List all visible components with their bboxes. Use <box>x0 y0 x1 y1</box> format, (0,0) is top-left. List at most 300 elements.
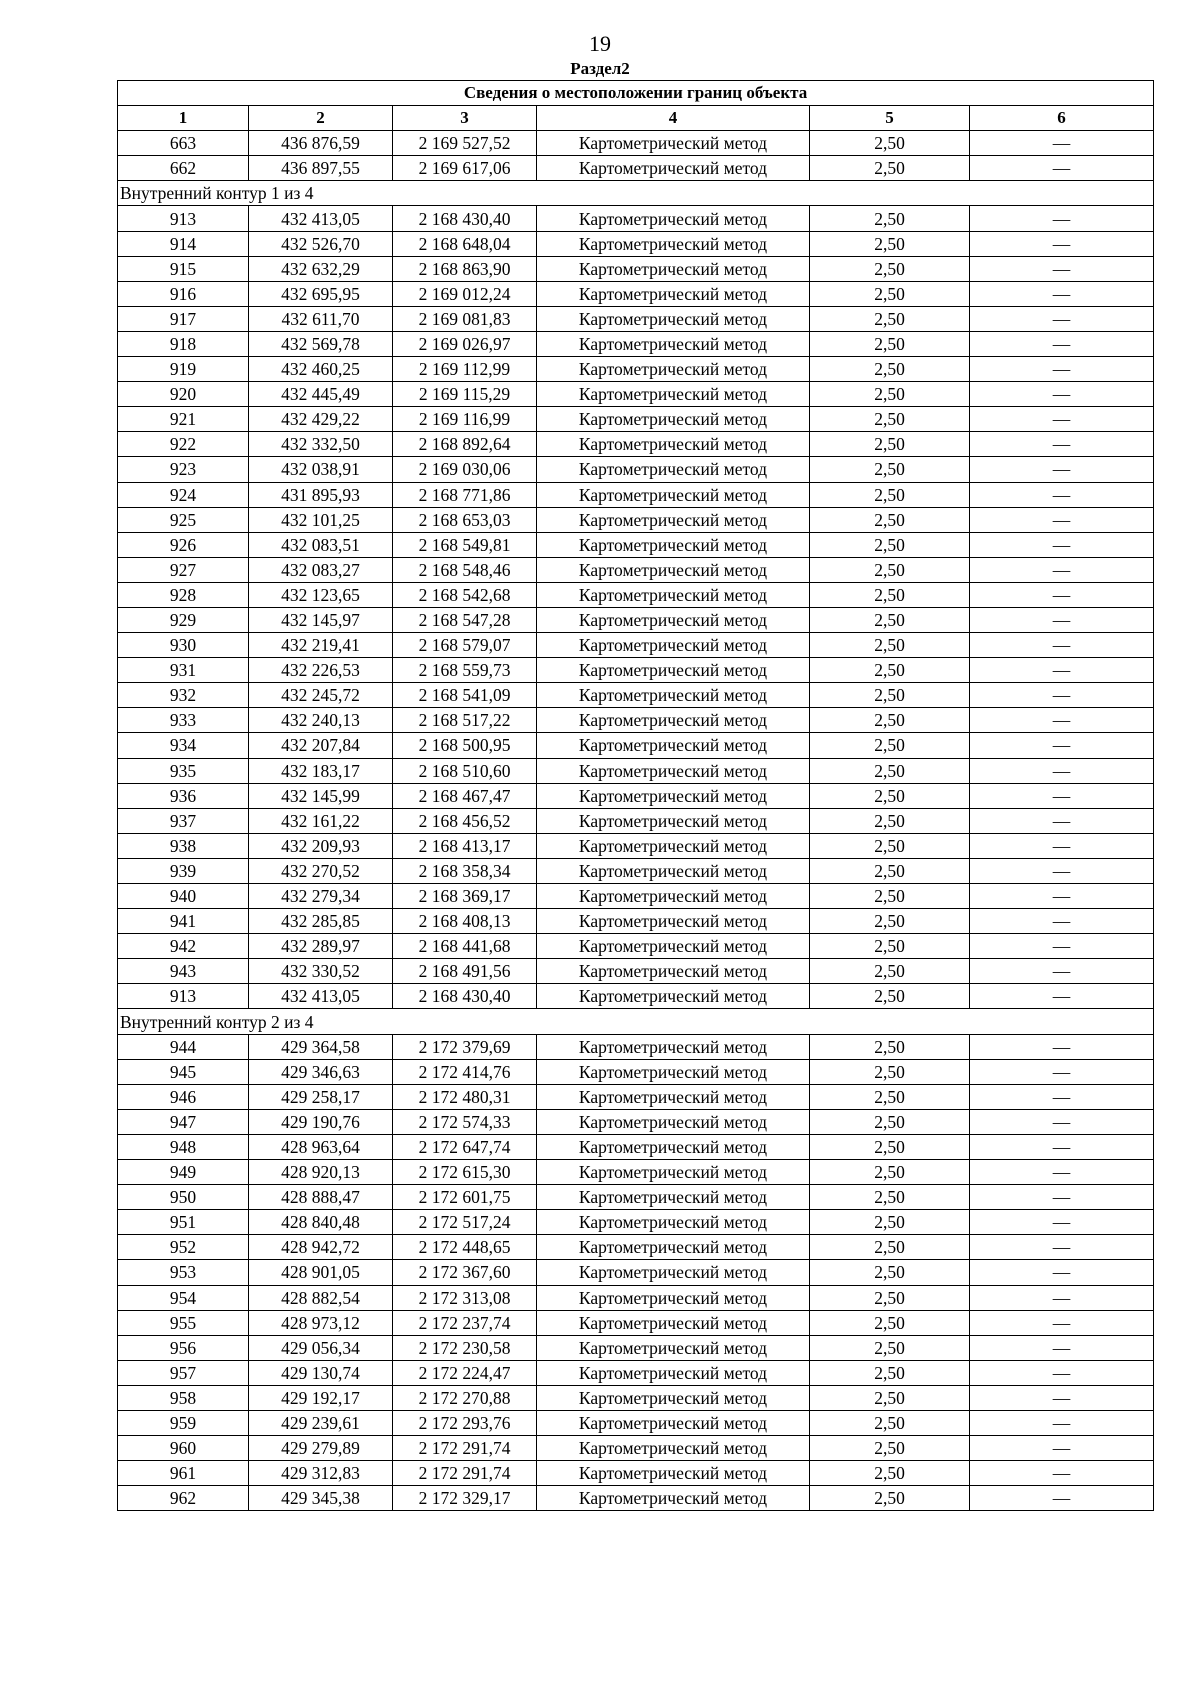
accuracy-cell: 2,50 <box>810 1059 970 1084</box>
accuracy-cell: 2,50 <box>810 858 970 883</box>
accuracy-cell: 2,50 <box>810 984 970 1009</box>
x-coordinate-cell: 432 695,95 <box>249 281 393 306</box>
description-cell: — <box>970 1134 1154 1159</box>
y-coordinate-cell: 2 172 517,24 <box>393 1210 537 1235</box>
accuracy-cell: 2,50 <box>810 206 970 231</box>
description-cell: — <box>970 1109 1154 1134</box>
table-row <box>118 708 1154 733</box>
y-coordinate-cell: 2 172 270,88 <box>393 1385 537 1410</box>
y-coordinate-cell: 2 168 369,17 <box>393 884 537 909</box>
table-row <box>118 833 1154 858</box>
table-caption-row <box>118 81 1154 106</box>
point-number-cell: 921 <box>118 407 249 432</box>
y-coordinate-cell: 2 172 647,74 <box>393 1134 537 1159</box>
table-row <box>118 959 1154 984</box>
accuracy-cell: 2,50 <box>810 909 970 934</box>
method-cell: Картометрический метод <box>537 507 810 532</box>
method-cell: Картометрический метод <box>537 1310 810 1335</box>
method-cell: Картометрический метод <box>537 557 810 582</box>
method-cell: Картометрический метод <box>537 1134 810 1159</box>
accuracy-cell: 2,50 <box>810 1436 970 1461</box>
table-row <box>118 683 1154 708</box>
method-cell: Картометрический метод <box>537 1335 810 1360</box>
method-cell: Картометрический метод <box>537 582 810 607</box>
method-cell: Картометрический метод <box>537 833 810 858</box>
x-coordinate-cell: 432 413,05 <box>249 206 393 231</box>
description-cell: — <box>970 607 1154 632</box>
point-number-cell: 924 <box>118 482 249 507</box>
method-cell: Картометрический метод <box>537 758 810 783</box>
y-coordinate-cell: 2 172 601,75 <box>393 1185 537 1210</box>
y-coordinate-cell: 2 168 500,95 <box>393 733 537 758</box>
x-coordinate-cell: 432 445,49 <box>249 382 393 407</box>
table-row <box>118 858 1154 883</box>
accuracy-cell: 2,50 <box>810 758 970 783</box>
description-cell: — <box>970 909 1154 934</box>
table-row <box>118 256 1154 281</box>
x-coordinate-cell: 432 460,25 <box>249 357 393 382</box>
method-cell: Картометрический метод <box>537 633 810 658</box>
accuracy-cell: 2,50 <box>810 432 970 457</box>
y-coordinate-cell: 2 172 313,08 <box>393 1285 537 1310</box>
method-cell: Картометрический метод <box>537 1486 810 1511</box>
table-row <box>118 1335 1154 1360</box>
contour-row <box>118 1009 1154 1034</box>
y-coordinate-cell: 2 172 615,30 <box>393 1160 537 1185</box>
description-cell: — <box>970 1034 1154 1059</box>
description-cell: — <box>970 532 1154 557</box>
table-row <box>118 156 1154 181</box>
description-cell: — <box>970 156 1154 181</box>
method-cell: Картометрический метод <box>537 482 810 507</box>
x-coordinate-cell: 429 279,89 <box>249 1436 393 1461</box>
point-number-cell: 940 <box>118 884 249 909</box>
description-cell: — <box>970 1059 1154 1084</box>
point-number-cell: 913 <box>118 206 249 231</box>
point-number-cell: 920 <box>118 382 249 407</box>
point-number-cell: 914 <box>118 231 249 256</box>
x-coordinate-cell: 432 413,05 <box>249 984 393 1009</box>
accuracy-cell: 2,50 <box>810 1385 970 1410</box>
description-cell: — <box>970 1160 1154 1185</box>
method-cell: Картометрический метод <box>537 959 810 984</box>
method-cell: Картометрический метод <box>537 708 810 733</box>
y-coordinate-cell: 2 172 291,74 <box>393 1461 537 1486</box>
method-cell: Картометрический метод <box>537 281 810 306</box>
point-number-cell: 943 <box>118 959 249 984</box>
accuracy-cell: 2,50 <box>810 482 970 507</box>
x-coordinate-cell: 432 207,84 <box>249 733 393 758</box>
accuracy-cell: 2,50 <box>810 1260 970 1285</box>
point-number-cell: 663 <box>118 131 249 156</box>
table-row <box>118 1059 1154 1084</box>
section-title: Раздел2 <box>570 59 630 78</box>
point-number-cell: 932 <box>118 683 249 708</box>
accuracy-cell: 2,50 <box>810 1235 970 1260</box>
y-coordinate-cell: 2 168 491,56 <box>393 959 537 984</box>
accuracy-cell: 2,50 <box>810 457 970 482</box>
method-cell: Картометрический метод <box>537 934 810 959</box>
y-coordinate-cell: 2 168 892,64 <box>393 432 537 457</box>
table-row <box>118 658 1154 683</box>
point-number-cell: 958 <box>118 1385 249 1410</box>
accuracy-cell: 2,50 <box>810 708 970 733</box>
point-number-cell: 929 <box>118 607 249 632</box>
point-number-cell: 954 <box>118 1285 249 1310</box>
description-cell: — <box>970 1410 1154 1435</box>
table-row <box>118 557 1154 582</box>
description-cell: — <box>970 382 1154 407</box>
table-row <box>118 758 1154 783</box>
x-coordinate-cell: 429 346,63 <box>249 1059 393 1084</box>
x-coordinate-cell: 432 285,85 <box>249 909 393 934</box>
method-cell: Картометрический метод <box>537 331 810 356</box>
accuracy-cell: 2,50 <box>810 306 970 331</box>
table-row <box>118 1185 1154 1210</box>
column-header: 2 <box>249 106 393 131</box>
table-row <box>118 984 1154 1009</box>
y-coordinate-cell: 2 172 329,17 <box>393 1486 537 1511</box>
method-cell: Картометрический метод <box>537 1034 810 1059</box>
x-coordinate-cell: 436 897,55 <box>249 156 393 181</box>
accuracy-cell: 2,50 <box>810 833 970 858</box>
accuracy-cell: 2,50 <box>810 507 970 532</box>
x-coordinate-cell: 432 279,34 <box>249 884 393 909</box>
method-cell: Картометрический метод <box>537 1285 810 1310</box>
x-coordinate-cell: 432 123,65 <box>249 582 393 607</box>
table-row <box>118 1486 1154 1511</box>
x-coordinate-cell: 429 190,76 <box>249 1109 393 1134</box>
y-coordinate-cell: 2 169 081,83 <box>393 306 537 331</box>
y-coordinate-cell: 2 168 413,17 <box>393 833 537 858</box>
x-coordinate-cell: 428 973,12 <box>249 1310 393 1335</box>
y-coordinate-cell: 2 169 115,29 <box>393 382 537 407</box>
point-number-cell: 926 <box>118 532 249 557</box>
x-coordinate-cell: 428 888,47 <box>249 1185 393 1210</box>
point-number-cell: 956 <box>118 1335 249 1360</box>
point-number-cell: 939 <box>118 858 249 883</box>
table-row <box>118 131 1154 156</box>
description-cell: — <box>970 1285 1154 1310</box>
description-cell: — <box>970 658 1154 683</box>
table-row <box>118 1109 1154 1134</box>
column-header: 3 <box>393 106 537 131</box>
x-coordinate-cell: 428 963,64 <box>249 1134 393 1159</box>
point-number-cell: 919 <box>118 357 249 382</box>
method-cell: Картометрический метод <box>537 607 810 632</box>
table-row <box>118 1160 1154 1185</box>
table-row <box>118 482 1154 507</box>
accuracy-cell: 2,50 <box>810 1109 970 1134</box>
y-coordinate-cell: 2 169 012,24 <box>393 281 537 306</box>
table-row <box>118 633 1154 658</box>
method-cell: Картометрический метод <box>537 432 810 457</box>
point-number-cell: 931 <box>118 658 249 683</box>
description-cell: — <box>970 1185 1154 1210</box>
accuracy-cell: 2,50 <box>810 156 970 181</box>
description-cell: — <box>970 482 1154 507</box>
x-coordinate-cell: 432 332,50 <box>249 432 393 457</box>
table-row <box>118 909 1154 934</box>
y-coordinate-cell: 2 168 559,73 <box>393 658 537 683</box>
table-row <box>118 1360 1154 1385</box>
point-number-cell: 927 <box>118 557 249 582</box>
table-row <box>118 1210 1154 1235</box>
point-number-cell: 942 <box>118 934 249 959</box>
accuracy-cell: 2,50 <box>810 633 970 658</box>
page-number: 19 <box>589 31 611 56</box>
y-coordinate-cell: 2 172 414,76 <box>393 1059 537 1084</box>
description-cell: — <box>970 708 1154 733</box>
x-coordinate-cell: 432 145,97 <box>249 607 393 632</box>
y-coordinate-cell: 2 168 542,68 <box>393 582 537 607</box>
method-cell: Картометрический метод <box>537 532 810 557</box>
y-coordinate-cell: 2 168 863,90 <box>393 256 537 281</box>
table-row <box>118 1436 1154 1461</box>
y-coordinate-cell: 2 172 237,74 <box>393 1310 537 1335</box>
description-cell: — <box>970 808 1154 833</box>
description-cell: — <box>970 507 1154 532</box>
description-cell: — <box>970 1084 1154 1109</box>
method-cell: Картометрический метод <box>537 1461 810 1486</box>
table-row <box>118 884 1154 909</box>
point-number-cell: 959 <box>118 1410 249 1435</box>
table-row <box>118 507 1154 532</box>
column-header: 6 <box>970 106 1154 131</box>
table-row <box>118 457 1154 482</box>
method-cell: Картометрический метод <box>537 357 810 382</box>
accuracy-cell: 2,50 <box>810 934 970 959</box>
contour-label: Внутренний контур 2 из 4 <box>118 1009 1154 1034</box>
x-coordinate-cell: 428 942,72 <box>249 1235 393 1260</box>
accuracy-cell: 2,50 <box>810 331 970 356</box>
method-cell: Картометрический метод <box>537 206 810 231</box>
column-header: 4 <box>537 106 810 131</box>
accuracy-cell: 2,50 <box>810 884 970 909</box>
method-cell: Картометрический метод <box>537 231 810 256</box>
y-coordinate-cell: 2 168 441,68 <box>393 934 537 959</box>
y-coordinate-cell: 2 168 456,52 <box>393 808 537 833</box>
point-number-cell: 928 <box>118 582 249 607</box>
column-header: 5 <box>810 106 970 131</box>
table-row <box>118 1260 1154 1285</box>
y-coordinate-cell: 2 169 527,52 <box>393 131 537 156</box>
x-coordinate-cell: 429 239,61 <box>249 1410 393 1435</box>
accuracy-cell: 2,50 <box>810 231 970 256</box>
description-cell: — <box>970 1260 1154 1285</box>
x-coordinate-cell: 432 219,41 <box>249 633 393 658</box>
x-coordinate-cell: 432 145,99 <box>249 783 393 808</box>
table-caption: Сведения о местоположении границ объекта <box>118 81 1154 106</box>
x-coordinate-cell: 429 312,83 <box>249 1461 393 1486</box>
accuracy-cell: 2,50 <box>810 808 970 833</box>
point-number-cell: 953 <box>118 1260 249 1285</box>
point-number-cell: 944 <box>118 1034 249 1059</box>
method-cell: Картометрический метод <box>537 658 810 683</box>
description-cell: — <box>970 231 1154 256</box>
method-cell: Картометрический метод <box>537 1059 810 1084</box>
point-number-cell: 916 <box>118 281 249 306</box>
accuracy-cell: 2,50 <box>810 407 970 432</box>
description-cell: — <box>970 457 1154 482</box>
accuracy-cell: 2,50 <box>810 1486 970 1511</box>
point-number-cell: 950 <box>118 1185 249 1210</box>
accuracy-cell: 2,50 <box>810 1210 970 1235</box>
description-cell: — <box>970 959 1154 984</box>
point-number-cell: 934 <box>118 733 249 758</box>
y-coordinate-cell: 2 172 230,58 <box>393 1335 537 1360</box>
method-cell: Картометрический метод <box>537 306 810 331</box>
description-cell: — <box>970 833 1154 858</box>
accuracy-cell: 2,50 <box>810 532 970 557</box>
y-coordinate-cell: 2 169 116,99 <box>393 407 537 432</box>
table-row <box>118 607 1154 632</box>
point-number-cell: 948 <box>118 1134 249 1159</box>
x-coordinate-cell: 428 901,05 <box>249 1260 393 1285</box>
method-cell: Картометрический метод <box>537 1109 810 1134</box>
y-coordinate-cell: 2 172 480,31 <box>393 1084 537 1109</box>
accuracy-cell: 2,50 <box>810 959 970 984</box>
accuracy-cell: 2,50 <box>810 1360 970 1385</box>
y-coordinate-cell: 2 172 574,33 <box>393 1109 537 1134</box>
point-number-cell: 960 <box>118 1436 249 1461</box>
accuracy-cell: 2,50 <box>810 1310 970 1335</box>
x-coordinate-cell: 432 240,13 <box>249 708 393 733</box>
x-coordinate-cell: 432 083,27 <box>249 557 393 582</box>
table-row <box>118 432 1154 457</box>
y-coordinate-cell: 2 168 579,07 <box>393 633 537 658</box>
description-cell: — <box>970 281 1154 306</box>
accuracy-cell: 2,50 <box>810 131 970 156</box>
method-cell: Картометрический метод <box>537 1385 810 1410</box>
description-cell: — <box>970 1461 1154 1486</box>
table-row <box>118 382 1154 407</box>
description-cell: — <box>970 1385 1154 1410</box>
x-coordinate-cell: 432 083,51 <box>249 532 393 557</box>
accuracy-cell: 2,50 <box>810 281 970 306</box>
accuracy-cell: 2,50 <box>810 382 970 407</box>
accuracy-cell: 2,50 <box>810 658 970 683</box>
method-cell: Картометрический метод <box>537 984 810 1009</box>
x-coordinate-cell: 429 192,17 <box>249 1385 393 1410</box>
description-cell: — <box>970 206 1154 231</box>
table-row <box>118 1310 1154 1335</box>
point-number-cell: 951 <box>118 1210 249 1235</box>
method-cell: Картометрический метод <box>537 382 810 407</box>
accuracy-cell: 2,50 <box>810 1160 970 1185</box>
y-coordinate-cell: 2 169 030,06 <box>393 457 537 482</box>
x-coordinate-cell: 432 330,52 <box>249 959 393 984</box>
y-coordinate-cell: 2 168 549,81 <box>393 532 537 557</box>
description-cell: — <box>970 357 1154 382</box>
accuracy-cell: 2,50 <box>810 1084 970 1109</box>
method-cell: Картометрический метод <box>537 1160 810 1185</box>
description-cell: — <box>970 1210 1154 1235</box>
x-coordinate-cell: 429 258,17 <box>249 1084 393 1109</box>
y-coordinate-cell: 2 168 358,34 <box>393 858 537 883</box>
table-row <box>118 1285 1154 1310</box>
point-number-cell: 930 <box>118 633 249 658</box>
method-cell: Картометрический метод <box>537 1084 810 1109</box>
point-number-cell: 938 <box>118 833 249 858</box>
column-header: 1 <box>118 106 249 131</box>
accuracy-cell: 2,50 <box>810 607 970 632</box>
point-number-cell: 949 <box>118 1160 249 1185</box>
method-cell: Картометрический метод <box>537 808 810 833</box>
table-row <box>118 532 1154 557</box>
point-number-cell: 913 <box>118 984 249 1009</box>
table-row <box>118 357 1154 382</box>
table-row <box>118 1461 1154 1486</box>
y-coordinate-cell: 2 168 510,60 <box>393 758 537 783</box>
y-coordinate-cell: 2 169 112,99 <box>393 357 537 382</box>
method-cell: Картометрический метод <box>537 1360 810 1385</box>
x-coordinate-cell: 436 876,59 <box>249 131 393 156</box>
point-number-cell: 947 <box>118 1109 249 1134</box>
description-cell: — <box>970 407 1154 432</box>
method-cell: Картометрический метод <box>537 1235 810 1260</box>
description-cell: — <box>970 131 1154 156</box>
y-coordinate-cell: 2 168 517,22 <box>393 708 537 733</box>
accuracy-cell: 2,50 <box>810 557 970 582</box>
point-number-cell: 952 <box>118 1235 249 1260</box>
table-row <box>118 733 1154 758</box>
point-number-cell: 662 <box>118 156 249 181</box>
method-cell: Картометрический метод <box>537 683 810 708</box>
x-coordinate-cell: 432 101,25 <box>249 507 393 532</box>
description-cell: — <box>970 1310 1154 1335</box>
accuracy-cell: 2,50 <box>810 783 970 808</box>
method-cell: Картометрический метод <box>537 457 810 482</box>
y-coordinate-cell: 2 172 224,47 <box>393 1360 537 1385</box>
x-coordinate-cell: 428 840,48 <box>249 1210 393 1235</box>
description-cell: — <box>970 1436 1154 1461</box>
description-cell: — <box>970 256 1154 281</box>
x-coordinate-cell: 429 345,38 <box>249 1486 393 1511</box>
y-coordinate-cell: 2 168 653,03 <box>393 507 537 532</box>
description-cell: — <box>970 306 1154 331</box>
description-cell: — <box>970 758 1154 783</box>
table-row <box>118 206 1154 231</box>
y-coordinate-cell: 2 168 648,04 <box>393 231 537 256</box>
table-row <box>118 231 1154 256</box>
point-number-cell: 961 <box>118 1461 249 1486</box>
y-coordinate-cell: 2 172 293,76 <box>393 1410 537 1435</box>
description-cell: — <box>970 884 1154 909</box>
description-cell: — <box>970 331 1154 356</box>
point-number-cell: 955 <box>118 1310 249 1335</box>
x-coordinate-cell: 432 270,52 <box>249 858 393 883</box>
point-number-cell: 946 <box>118 1084 249 1109</box>
x-coordinate-cell: 432 569,78 <box>249 331 393 356</box>
point-number-cell: 937 <box>118 808 249 833</box>
x-coordinate-cell: 432 632,29 <box>249 256 393 281</box>
table-row <box>118 1034 1154 1059</box>
description-cell: — <box>970 683 1154 708</box>
table-row <box>118 1084 1154 1109</box>
description-cell: — <box>970 633 1154 658</box>
point-number-cell: 917 <box>118 306 249 331</box>
y-coordinate-cell: 2 168 408,13 <box>393 909 537 934</box>
x-coordinate-cell: 432 611,70 <box>249 306 393 331</box>
point-number-cell: 915 <box>118 256 249 281</box>
table-row <box>118 934 1154 959</box>
y-coordinate-cell: 2 168 430,40 <box>393 206 537 231</box>
accuracy-cell: 2,50 <box>810 256 970 281</box>
y-coordinate-cell: 2 168 771,86 <box>393 482 537 507</box>
point-number-cell: 941 <box>118 909 249 934</box>
table-row <box>118 1134 1154 1159</box>
